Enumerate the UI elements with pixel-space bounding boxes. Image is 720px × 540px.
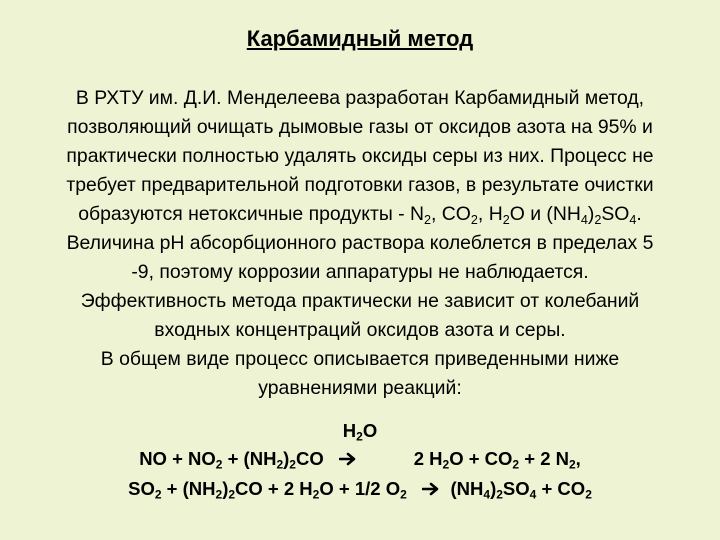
formula-text: SO [128, 478, 155, 499]
text-line: требует предварительной подготовки газов, в результате очистки [66, 174, 654, 196]
text-fragment: образуются нетоксичные продукты - N [78, 203, 425, 225]
formula-text: NO + NO [139, 448, 216, 469]
subscript: 2 [276, 457, 284, 472]
subscript: 2 [215, 457, 223, 472]
text-line: Эффективность метода практически не зависит от колебаний [80, 290, 640, 312]
subscript: 2 [424, 212, 432, 227]
text-fragment: ) [587, 203, 595, 225]
subscript: 2 [400, 487, 407, 502]
subscript: 4 [629, 212, 637, 227]
text-fragment: O и (NH [509, 203, 581, 225]
subscript: 2 [585, 487, 592, 502]
formula-text: ) [222, 478, 229, 499]
formula-text: ) [283, 448, 290, 469]
formula-text: , [575, 448, 581, 469]
subscript: 2 [289, 457, 296, 472]
text-fragment: , H [477, 203, 503, 225]
formula-text: ) [490, 478, 497, 499]
formula-text: O + CO [449, 448, 513, 469]
subscript: 2 [356, 429, 363, 444]
text-line: входных концентраций оксидов азота и серы. [154, 319, 566, 341]
text-fragment: , CO [431, 203, 471, 225]
subscript: 4 [580, 212, 588, 227]
subscript: 2 [594, 212, 602, 227]
subscript: 2 [215, 487, 223, 502]
products-line [0, 200, 720, 229]
subscript: 2 [568, 457, 576, 472]
formula-text: + (NH [161, 478, 216, 499]
formula-text: (NH [450, 478, 484, 499]
subscript: 2 [312, 487, 320, 502]
subscript: 2 [442, 457, 450, 472]
subscript: 2 [470, 212, 478, 227]
formula-text: + 2 N [519, 448, 569, 469]
text-line: В РХТУ им. Д.И. Менделеева разработан Карбамидный метод, [75, 87, 645, 109]
formula-text: + (NH [222, 448, 277, 469]
subscript: 2 [496, 487, 503, 502]
text-line: -9, поэтому коррозии аппаратуры не наблюдается. [131, 261, 589, 283]
subscript: 2 [154, 487, 162, 502]
formula-text: O + 1/2 O [319, 478, 401, 499]
text-fragment: SO [601, 203, 630, 225]
subscript: 2 [512, 457, 520, 472]
description-paragraph [0, 84, 720, 403]
formula-text: O [362, 420, 378, 441]
formula-text: H [342, 420, 357, 441]
reaction-equation-1 [0, 448, 720, 470]
subscript: 2 [228, 487, 236, 502]
formula-text: + CO [536, 478, 586, 499]
text-line: уравнениями реакций: [258, 377, 462, 399]
text-fragment: . [636, 203, 642, 225]
reaction-equation-2 [0, 478, 720, 500]
formula-text: 2 H [413, 448, 443, 469]
subscript: 4 [529, 487, 537, 502]
formula-text: CO [295, 448, 324, 469]
reaction-condition-water [0, 420, 720, 442]
text-line: Величина pH абсорбционного раствора колеблется в пределах 5 [66, 232, 654, 254]
text-line: В общем виде процесс описывается приведенными ниже [100, 348, 620, 370]
subscript: 2 [502, 212, 510, 227]
right-arrow-icon [422, 482, 440, 496]
right-arrow-icon [339, 452, 357, 466]
slide-title: Карбамидный метод [246, 26, 474, 51]
subscript: 4 [483, 487, 491, 502]
formula-text: SO [502, 478, 530, 499]
text-line: позволяющий очищать дымовые газы от оксидов азота на 95% и [67, 116, 653, 138]
text-line: практически полностью удалять оксиды серы из них. Процесс не [66, 145, 654, 167]
formula-text: CO + 2 H [235, 478, 313, 499]
